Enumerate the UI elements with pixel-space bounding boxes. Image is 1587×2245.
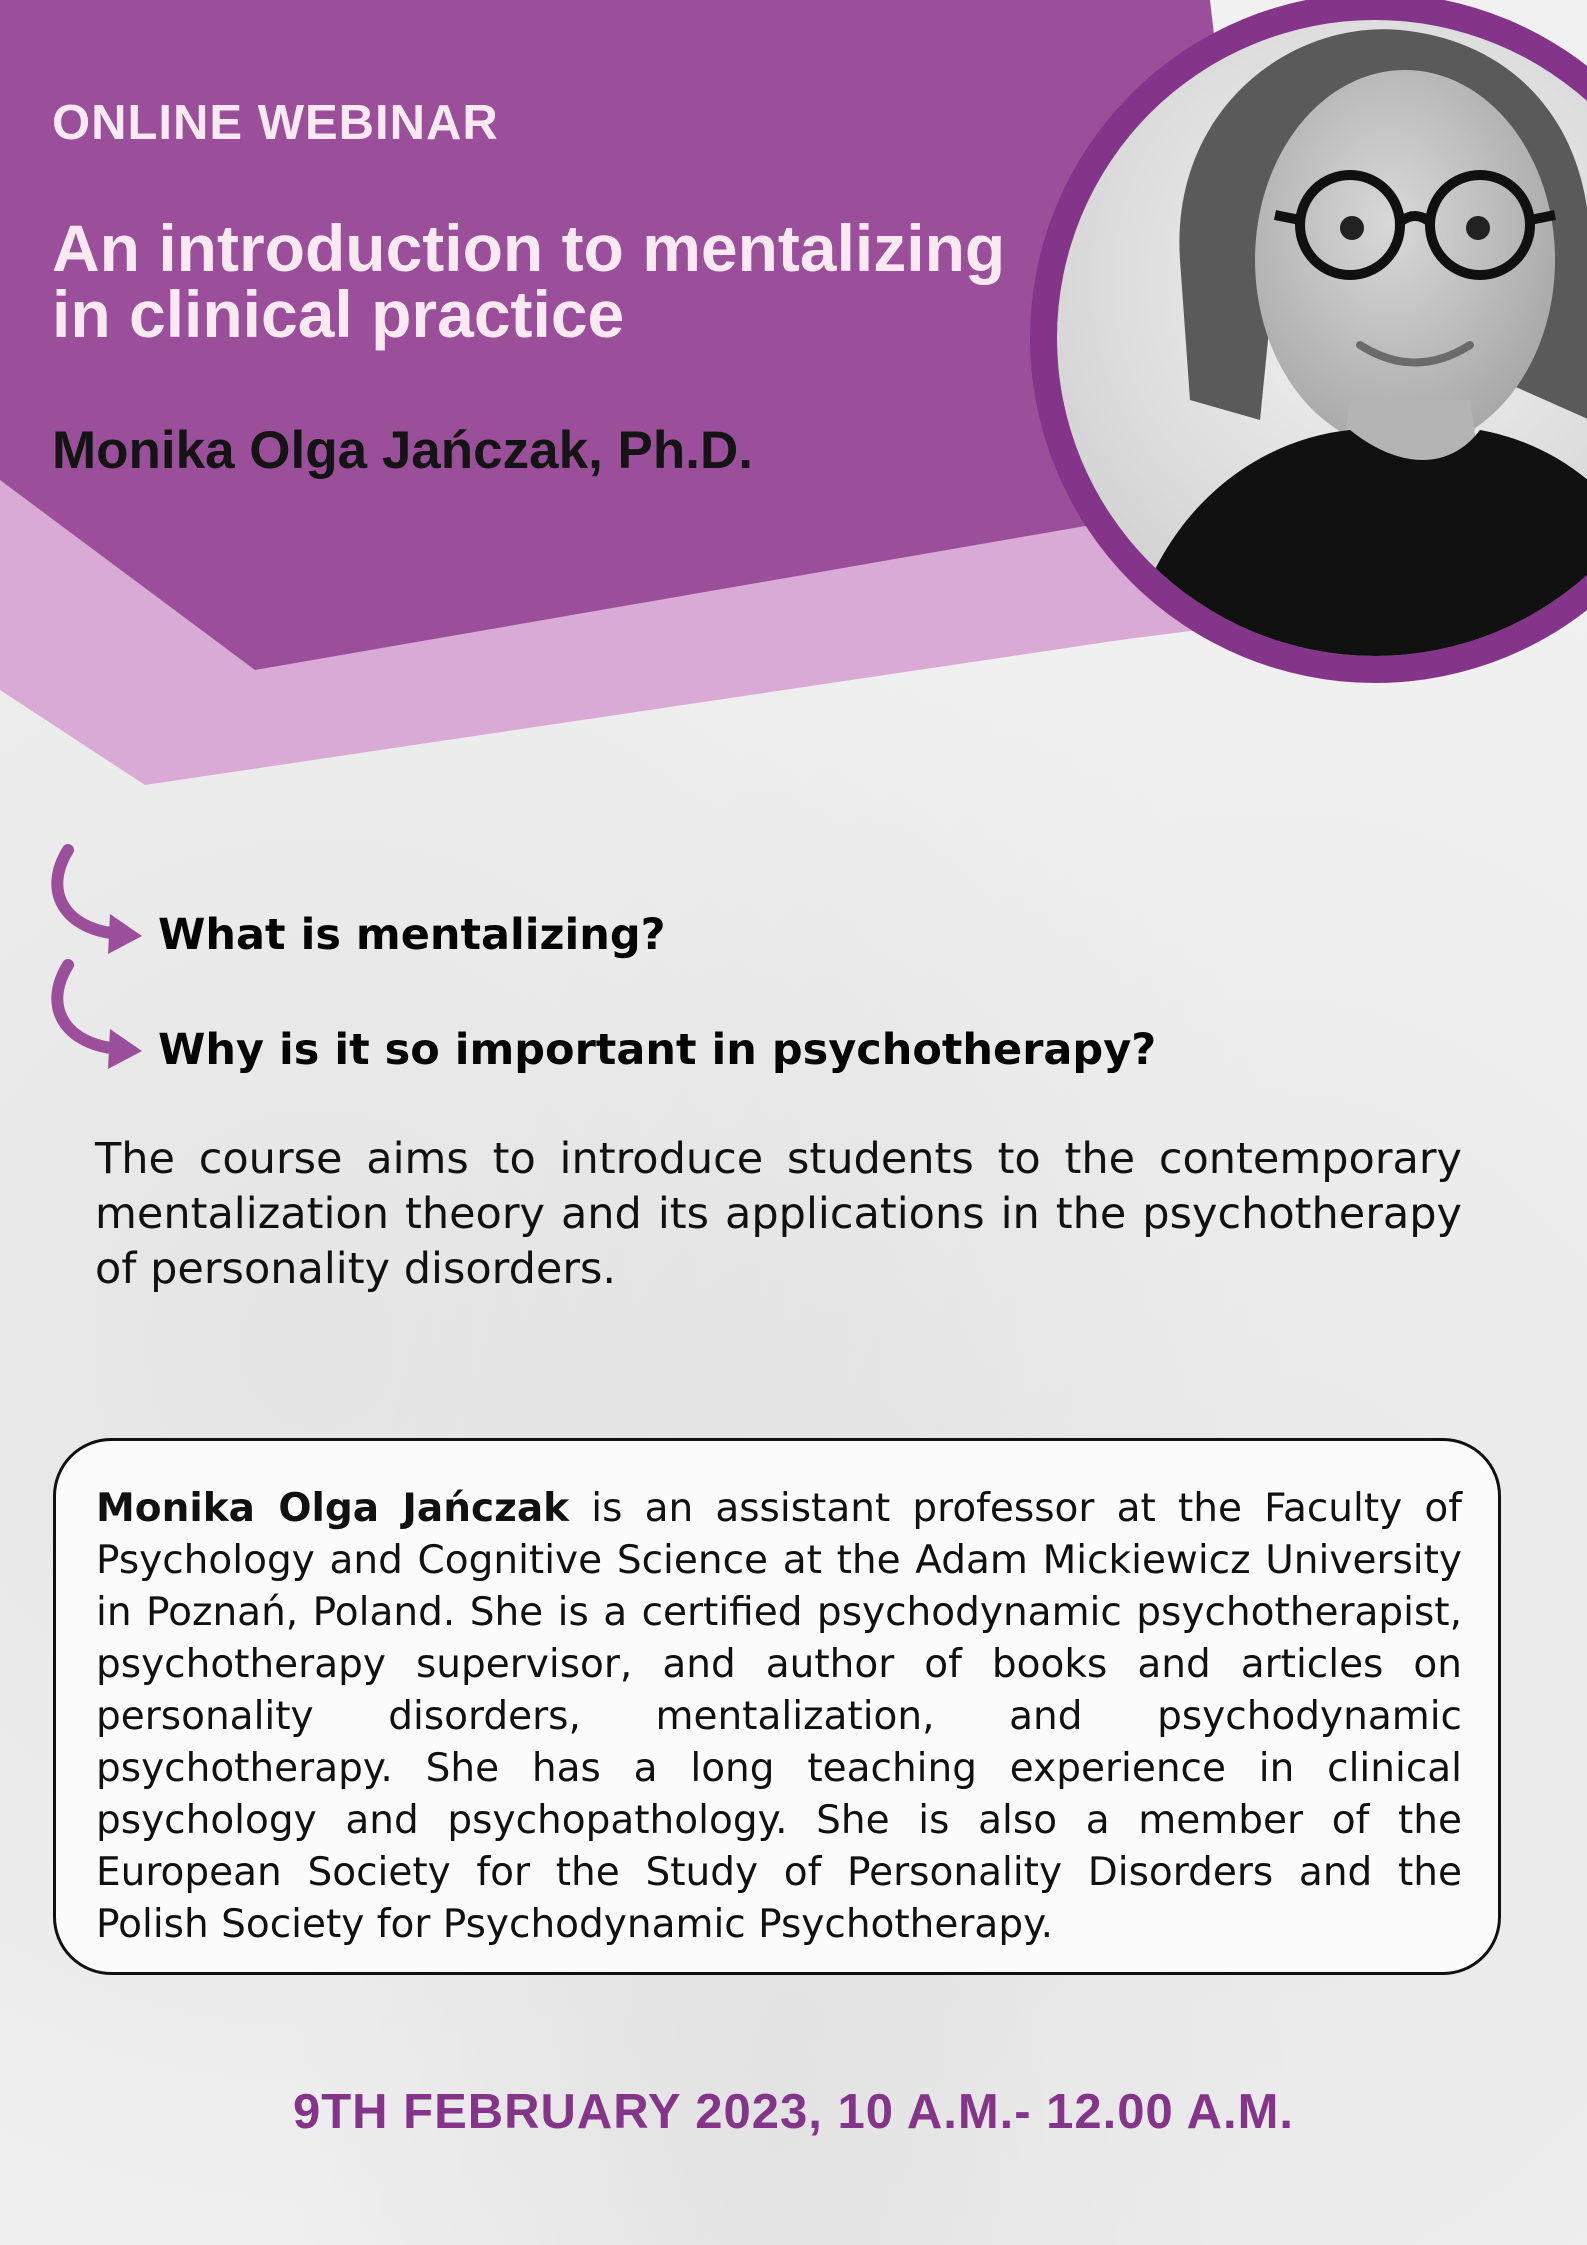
curved-arrow-icon — [50, 957, 150, 1077]
question-item — [50, 842, 1350, 962]
bio-name: Monika Olga Jańczak — [96, 1486, 570, 1531]
curved-arrow-icon — [50, 842, 150, 962]
question-text: Why is it so important in psychotherapy? — [158, 1025, 1157, 1075]
presenter-name: Monika Olga Jańczak, Ph.D. — [52, 421, 753, 480]
bio-body: is an assistant professor at the Faculty of Psychology and Cognitive Science at the Adam Mickiewicz University in Poznań, Poland. She is a certified psychodynamic psychotherapist, psychotherapy supervisor, and author of books and articles on personality disorders, mentalization, and psychodynamic psychotherapy. She has a long teaching experience in clinical psychology and psychopathology. She is also a member of the European Society for the Study of Personality Disorders and the Polish Society for Psychodynamic Psychotherapy. — [96, 1486, 1462, 1947]
question-text: What is mentalizing? — [158, 910, 666, 960]
event-datetime: 9TH FEBRUARY 2023, 10 A.M.- 12.00 A.M. — [292, 2085, 1295, 2139]
question-item — [50, 957, 1350, 1077]
bio-card — [53, 1438, 1501, 1975]
webinar-title: An introduction to mentalizing in clinical practice — [52, 211, 1006, 351]
presenter-portrait — [1030, 0, 1587, 690]
bio-paragraph — [96, 1483, 1462, 1951]
event-type-label: ONLINE WEBINAR — [52, 96, 499, 150]
course-description: The course aims to introduce students to the contemporary mentalization theory and its applications in the psychotherapy of personality disorders. — [95, 1134, 1462, 1294]
